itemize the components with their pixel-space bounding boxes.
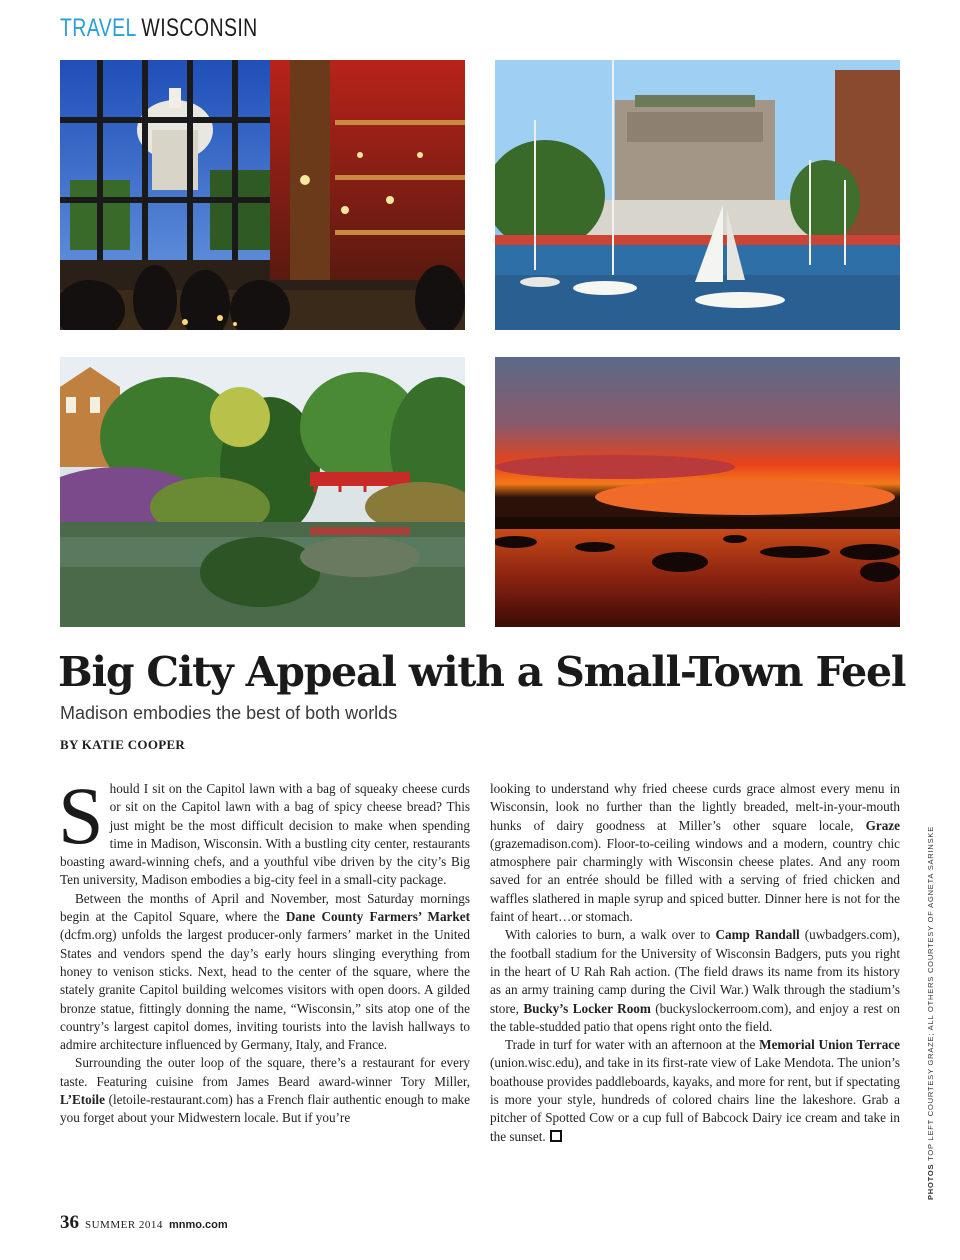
photo-lake-sailboats: [495, 60, 900, 330]
issue-date: SUMMER 2014: [85, 1219, 163, 1231]
venue-buckys-locker-room: Bucky’s Locker Room: [523, 1000, 651, 1016]
venue-dane-county-farmers-market: Dane County Farmers’ Market: [285, 909, 470, 925]
article-dek: Madison embodies the best of both worlds: [60, 703, 398, 723]
section-header: [60, 14, 258, 43]
venue-camp-randall: Camp Randall: [715, 927, 800, 943]
article-byline: BY KATIE COOPER: [60, 737, 186, 752]
body-paragraph: looking to understand why fried cheese curds grace almost every menu in Wisconsin, look no further than the lightly breaded, melt-in-your-mouth hunks of dairy goodness at Miller’s other square locale, Graze (grazemadison.com). Floor-to-ceiling windows and a modern, country chic atmosphere pair charmingly with Wisconsin cheese plates. And any room saved for an entrée should be filled with a serving of fried chicken and waffles slathered in maple syrup and spiced butter. Dinner here is not for the faint of heart…or stomach.: [490, 781, 900, 925]
body-paragraph: Surrounding the outer loop of the square, there’s a restaurant for every taste. Featuring cuisine from James Beard award-winner Tory Miller, L’Etoile (letoile-restaurant.com) has a French flair authentic enough to make you forget about your Midwestern locale. But if you’re: [60, 1055, 470, 1126]
photo-credit: PHOTOS TOP LEFT COURTESY GRAZE; ALL OTHERS COURTESY OF AGNETA SARINSKE: [926, 825, 935, 1200]
drop-cap: S: [58, 770, 104, 861]
body-paragraph: With calories to burn, a walk over to Camp Randall (uwbadgers.com), the football stadium for the University of Wisconsin Badgers, puts you right in the heart of U Rah Rah action. (The field draws its name from its history as an army training camp during the Civil War.) Walk through the stadium’s store, Bucky’s Locker Room (buckyslockerroom.com), and enjoy a rest on the table-studded patio that opens right onto the field.: [490, 927, 901, 1034]
end-mark-icon: [550, 1130, 562, 1142]
article-headline: Big City Appeal with a Small-Town Feel: [58, 648, 906, 696]
body-paragraph: Trade in turf for water with an afternoon at the Memorial Union Terrace (union.wisc.edu), and take in its first-rate view of Lake Mendota. The union’s boathouse provides paddleboards, kayaks, and more for rent, but if spectating is more your style, hundreds of colored chairs line the lakeshore. Grab a pitcher of Spotted Cow or a cup full of Babcock Dairy ice cream and take in the sunset.: [490, 1037, 900, 1144]
section-label-travel: TRAVEL: [60, 14, 137, 42]
venue-letoile: L’Etoile: [60, 1092, 105, 1108]
section-label-wisconsin: WISCONSIN: [141, 14, 258, 42]
photo-garden-pond: [60, 357, 465, 627]
photo-sunset-lake: [495, 357, 900, 627]
venue-memorial-union-terrace: Memorial Union Terrace: [759, 1037, 900, 1053]
venue-graze: Graze: [865, 817, 900, 833]
page-folio: [60, 1212, 228, 1234]
body-paragraph: Should I sit on the Capitol lawn with a bag of squeaky cheese curds or sit on the Capitol lawn with a bag of spicy cheese bread? This just might be the most difficult decision to make when spending time in Madison, Wisconsin. With a bustling city center, restaurants boasting award-winning chefs, and a youthful vibe driven by the city’s Big Ten university, Madison embodies a big-city feel in a small-city package.: [58, 770, 470, 888]
body-column-right: [490, 780, 900, 1146]
site-url: mnmo.com: [168, 1219, 228, 1231]
photo-restaurant-interior: [60, 60, 465, 330]
body-paragraph: Between the months of April and November, most Saturday mornings begin at the Capitol Square, where the Dane County Farmers’ Market (dcfm.org) unfolds the largest producer-only farmers’ market in the United States and vendors spend the day’s early hours slinging everything from honey to venison sticks. Next, head to the center of the square, where the stately granite Capitol building welcomes visitors with open doors. A gilded bronze statue, fittingly donning the name, “Wisconsin,” sits atop one of the country’s largest capitol domes, inviting tourists into the lavish hallways to admire architecture influenced by Germany, Italy, and France.: [60, 890, 470, 1053]
body-column-left: [58, 770, 470, 1128]
page-number: 36: [60, 1212, 79, 1233]
